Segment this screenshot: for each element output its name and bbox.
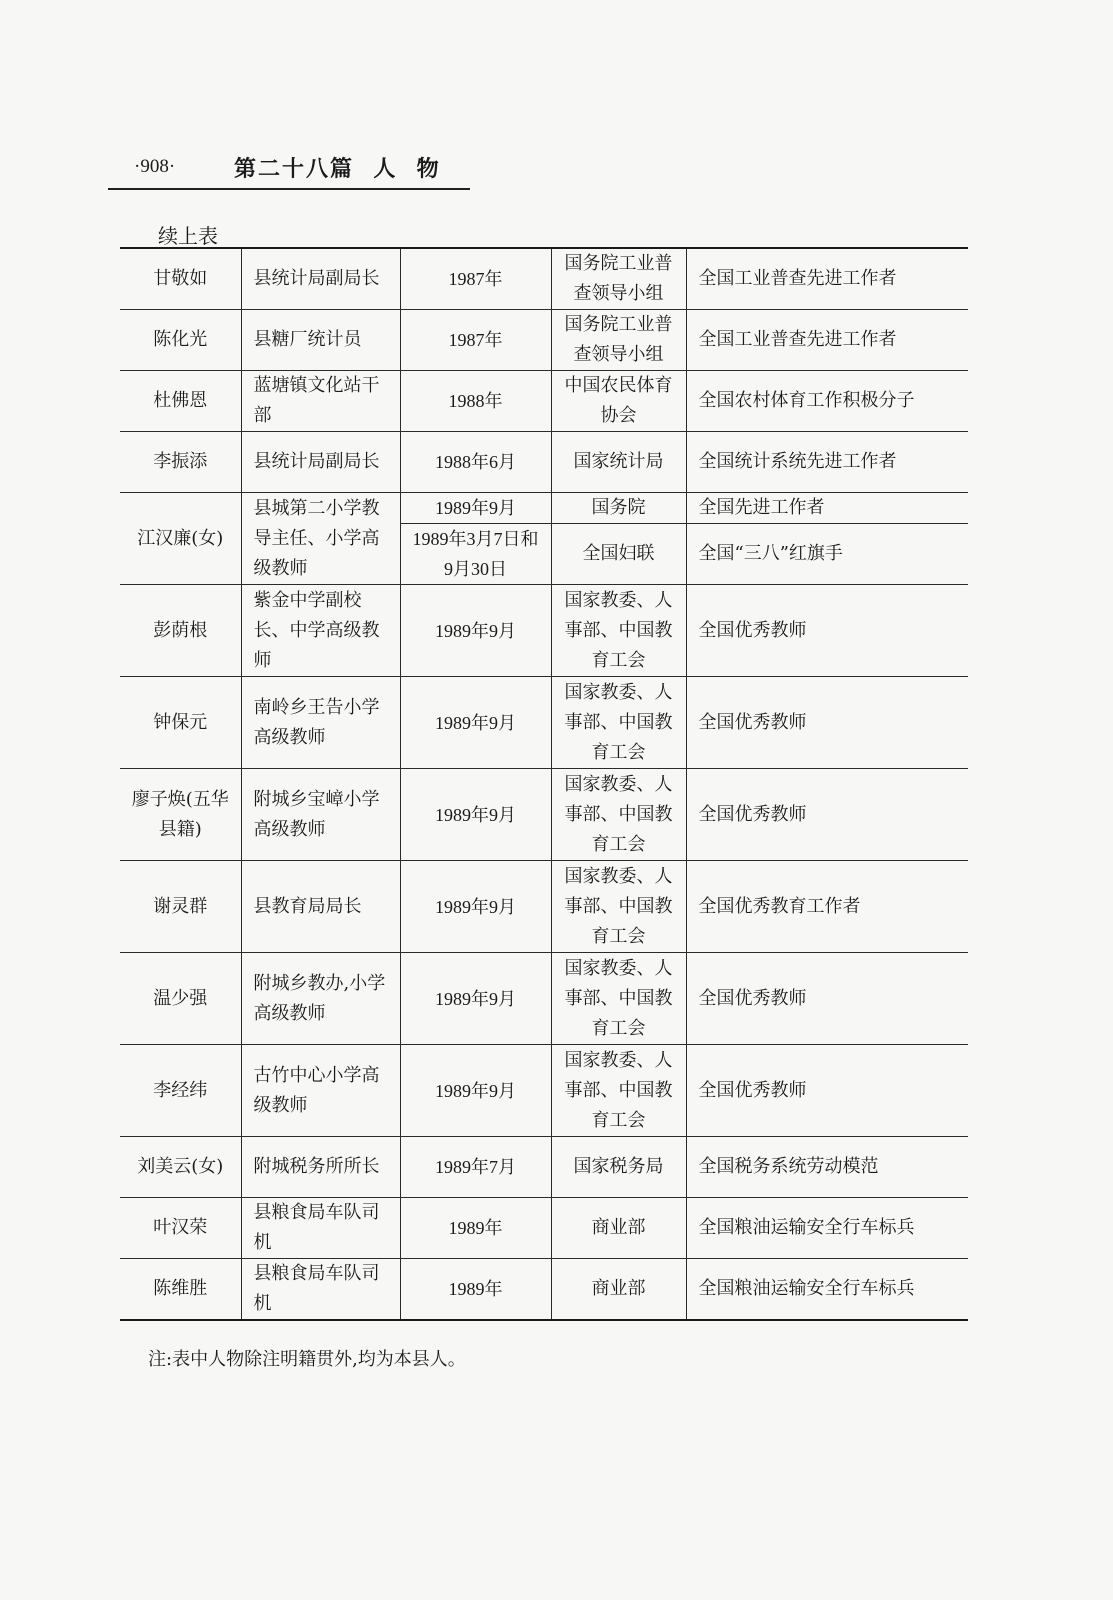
award-org: 国家税务局 <box>551 1137 686 1198</box>
award-title: 全国优秀教师 <box>686 1045 968 1137</box>
continued-label: 续上表 <box>158 224 218 248</box>
table-row <box>120 1259 968 1321</box>
honors-table <box>120 247 968 1321</box>
award-org: 国家教委、人事部、中国教育工会 <box>551 769 686 861</box>
table-row <box>120 769 968 861</box>
award-title: 全国优秀教师 <box>686 677 968 769</box>
award-org: 国家统计局 <box>551 432 686 493</box>
award-title: 全国优秀教师 <box>686 769 968 861</box>
table-row <box>120 677 968 769</box>
award-org: 商业部 <box>551 1259 686 1321</box>
table-row <box>120 585 968 677</box>
table-row <box>120 248 968 310</box>
person-name: 陈化光 <box>120 310 241 371</box>
award-title: 全国工业普查先进工作者 <box>686 310 968 371</box>
award-org: 商业部 <box>551 1198 686 1259</box>
person-post: 附城税务所所长 <box>241 1137 400 1198</box>
person-post: 附城乡宝嶂小学高级教师 <box>241 769 400 861</box>
award-time: 1989年7月 <box>400 1137 551 1198</box>
table-body <box>120 248 968 1320</box>
award-title: 全国粮油运输安全行车标兵 <box>686 1259 968 1321</box>
award-title: 全国粮油运输安全行车标兵 <box>686 1198 968 1259</box>
award-time: 1988年6月 <box>400 432 551 493</box>
award-org: 国家教委、人事部、中国教育工会 <box>551 677 686 769</box>
award-org: 国务院工业普查领导小组 <box>551 248 686 310</box>
award-time: 1989年3月7日和9月30日 <box>400 524 551 585</box>
person-post: 县粮食局车队司机 <box>241 1198 400 1259</box>
person-name: 李振添 <box>120 432 241 493</box>
person-post: 古竹中心小学高级教师 <box>241 1045 400 1137</box>
award-org: 国家教委、人事部、中国教育工会 <box>551 1045 686 1137</box>
person-name: 陈维胜 <box>120 1259 241 1321</box>
person-post: 蓝塘镇文化站干部 <box>241 371 400 432</box>
person-name: 谢灵群 <box>120 861 241 953</box>
award-time: 1989年 <box>400 1198 551 1259</box>
table-row <box>120 1045 968 1137</box>
person-name: 廖子焕(五华县籍) <box>120 769 241 861</box>
award-time: 1989年 <box>400 1259 551 1321</box>
award-time: 1989年9月 <box>400 585 551 677</box>
award-time: 1989年9月 <box>400 493 551 524</box>
award-title: 全国优秀教育工作者 <box>686 861 968 953</box>
person-post: 附城乡教办,小学高级教师 <box>241 953 400 1045</box>
person-name: 彭荫根 <box>120 585 241 677</box>
person-name: 叶汉荣 <box>120 1198 241 1259</box>
table-row <box>120 432 968 493</box>
award-org: 国家教委、人事部、中国教育工会 <box>551 861 686 953</box>
person-name: 甘敬如 <box>120 248 241 310</box>
person-post: 紫金中学副校长、中学高级教师 <box>241 585 400 677</box>
table-row <box>120 1137 968 1198</box>
person-name: 江汉廉(女) <box>120 493 241 585</box>
table-row <box>120 1198 968 1259</box>
award-title: 全国“三八”红旗手 <box>686 524 968 585</box>
award-org: 全国妇联 <box>551 524 686 585</box>
award-title: 全国税务系统劳动模范 <box>686 1137 968 1198</box>
table-row <box>120 310 968 371</box>
award-title: 全国优秀教师 <box>686 953 968 1045</box>
award-time: 1989年9月 <box>400 677 551 769</box>
person-name: 刘美云(女) <box>120 1137 241 1198</box>
person-post: 县城第二小学教导主任、小学高级教师 <box>241 493 400 585</box>
award-time: 1989年9月 <box>400 1045 551 1137</box>
award-time: 1989年9月 <box>400 861 551 953</box>
table-row <box>120 861 968 953</box>
person-name: 钟保元 <box>120 677 241 769</box>
award-title: 全国先进工作者 <box>686 493 968 524</box>
award-org: 中国农民体育协会 <box>551 371 686 432</box>
award-title: 全国优秀教师 <box>686 585 968 677</box>
page-header <box>108 150 470 190</box>
page-number: ·908· <box>134 156 176 177</box>
award-time: 1987年 <box>400 310 551 371</box>
person-name: 温少强 <box>120 953 241 1045</box>
award-org: 国家教委、人事部、中国教育工会 <box>551 953 686 1045</box>
award-title: 全国工业普查先进工作者 <box>686 248 968 310</box>
award-time: 1988年 <box>400 371 551 432</box>
person-name: 李经纬 <box>120 1045 241 1137</box>
person-post: 县统计局副局长 <box>241 432 400 493</box>
award-title: 全国农村体育工作积极分子 <box>686 371 968 432</box>
person-post: 县粮食局车队司机 <box>241 1259 400 1321</box>
award-time: 1989年9月 <box>400 769 551 861</box>
table-note: 注:表中人物除注明籍贯外,均为本县人。 <box>148 1349 466 1370</box>
chapter-title: 第二十八篇 人 物 <box>234 157 441 182</box>
award-org: 国务院工业普查领导小组 <box>551 310 686 371</box>
person-post: 县教育局局长 <box>241 861 400 953</box>
person-post: 南岭乡王告小学高级教师 <box>241 677 400 769</box>
person-name: 杜佛恩 <box>120 371 241 432</box>
award-time: 1989年9月 <box>400 953 551 1045</box>
person-post: 县统计局副局长 <box>241 248 400 310</box>
award-org: 国家教委、人事部、中国教育工会 <box>551 585 686 677</box>
table-row <box>120 371 968 432</box>
award-time: 1987年 <box>400 248 551 310</box>
table-row <box>120 493 968 524</box>
award-title: 全国统计系统先进工作者 <box>686 432 968 493</box>
table-row <box>120 953 968 1045</box>
award-org: 国务院 <box>551 493 686 524</box>
person-post: 县糖厂统计员 <box>241 310 400 371</box>
